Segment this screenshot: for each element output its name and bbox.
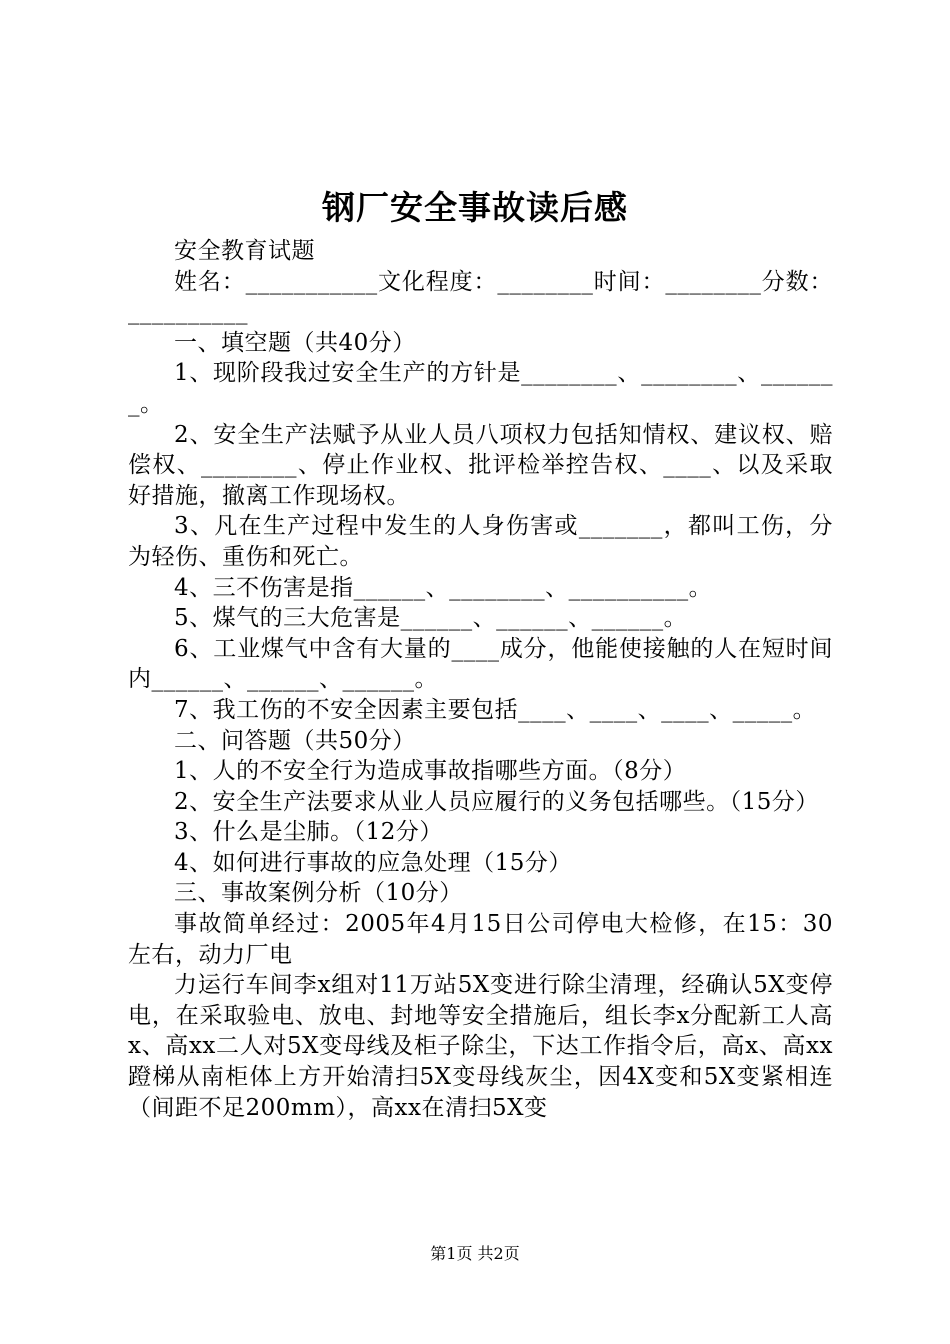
paragraph-exam-heading: 安全教育试题 xyxy=(174,238,315,264)
paragraph-exam-info: 姓名：___________文化程度：________时间：________分数：__________ xyxy=(128,268,833,326)
paragraph-case-intro: 事故简单经过：2005年4月15日公司停电大检修，在15：30左右，动力厂电 xyxy=(128,911,833,968)
paragraph-fill-q5: 5、煤气的三大危害是______、______、______。 xyxy=(174,605,688,632)
paragraph-fill-q4: 4、三不伤害是指______、________、__________。 xyxy=(174,574,713,601)
paragraph-section-fill: 一、填空题（共40分） xyxy=(174,329,416,356)
paragraph-case-detail: 力运行车间李x组对11万站5X变进行除尘清理，经确认5X变停电，在采取验电、放电、封地等安全措施后，组长李x分配新工人高x、高xx二人对5X变母线及柜子除尘，下达工作指令后，高x、高xx蹬梯从南柜体上方开始清扫5X变母线灰尘，因4X变和5X变紧相连（间距不足200mm），高xx在清扫5X变 xyxy=(128,972,833,1121)
paragraph-qa-q2: 2、安全生产法要求从业人员应履行的义务包括哪些。（15分） xyxy=(174,788,819,815)
paragraph-fill-q2: 2、安全生产法赋予从业人员八项权力包括知情权、建议权、赔偿权、________、停止作业权、批评检举控告权、____、以及采取好措施，撤离工作现场权。 xyxy=(128,421,833,509)
document-body xyxy=(128,236,833,1123)
paragraph-section-case: 三、事故案例分析（10分） xyxy=(174,880,463,907)
paragraph-qa-q1: 1、人的不安全行为造成事故指哪些方面。（8分） xyxy=(174,758,687,785)
document-title: 钢厂安全事故读后感 xyxy=(322,188,628,227)
paragraph-qa-q3: 3、什么是尘肺。（12分） xyxy=(174,819,443,846)
paragraph-fill-q6: 6、工业煤气中含有大量的____成分，他能使接触的人在短时间内______、______、______。 xyxy=(128,635,833,693)
paragraph-fill-q1: 1、现阶段我过安全生产的方针是________、________、_______。 xyxy=(128,360,833,417)
paragraph-qa-q4: 4、如何进行事故的应急处理（15分） xyxy=(174,849,572,876)
paragraph-fill-q7: 7、我工伤的不安全因素主要包括____、____、____、_____。 xyxy=(174,696,817,723)
page-footer: 第1页 共2页 xyxy=(430,1244,520,1263)
paragraph-fill-q3: 3、凡在生产过程中发生的人身伤害或_______，都叫工伤，分为轻伤、重伤和死亡。 xyxy=(128,513,833,570)
paragraph-section-qa: 二、问答题（共50分） xyxy=(174,727,416,754)
